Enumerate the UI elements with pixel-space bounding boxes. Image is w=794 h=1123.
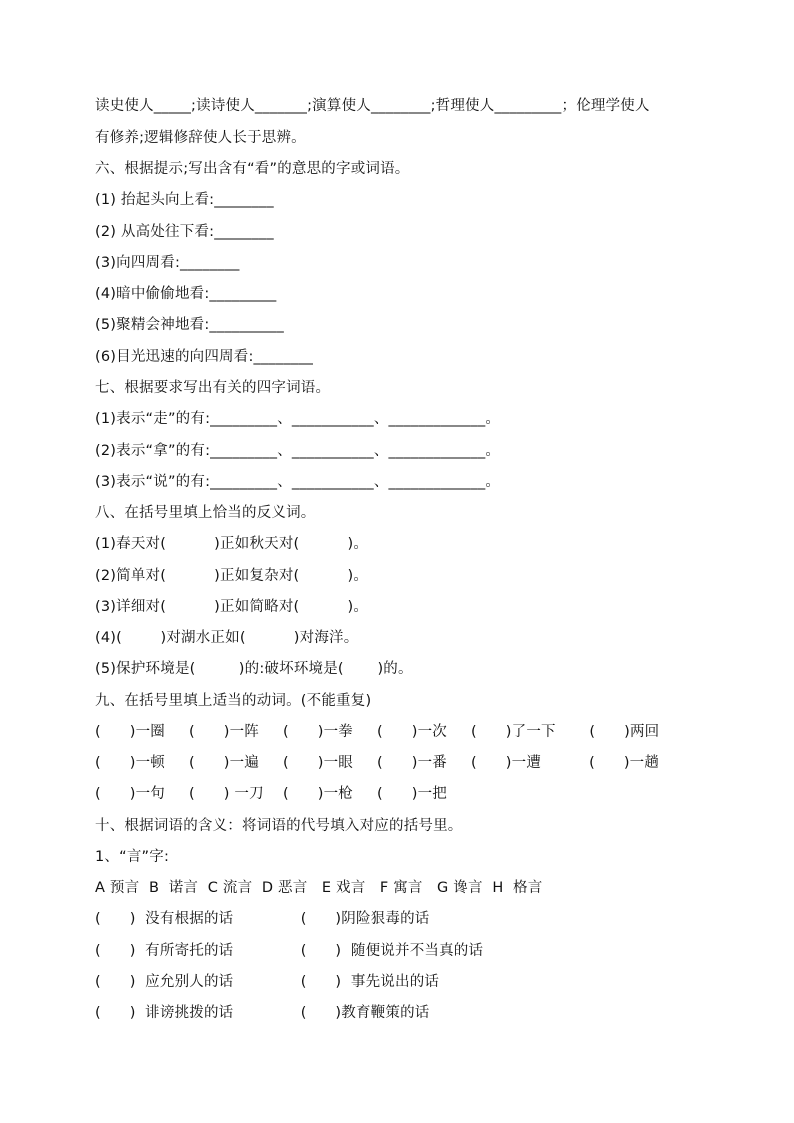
question-6-4: (4)暗中偷偷地看:_________ (95, 286, 277, 302)
question-8-4: (4)( )对湖水正如( )对海洋。 (95, 630, 359, 646)
question-8-3: (3)详细对( )正如简略对( )。 (95, 599, 369, 615)
section-heading-10: 十、根据词语的含义：将词语的代号填入对应的括号里。 (95, 818, 463, 834)
text-line-1: 读史使人_____;读诗使人_______;演算使人________;哲理使人_________；伦理学使人 (95, 98, 650, 114)
match-row-2: ( ) 有所寄托的话 ( ) 随便说并不当真的话 (95, 943, 484, 959)
section-heading-8: 八、在括号里填上恰当的反义词。 (95, 505, 316, 521)
section-heading-7: 七、根据要求写出有关的四字词语。 (95, 380, 331, 396)
section-heading-9: 九、在括号里填上适当的动词。(不能重复) (95, 693, 372, 709)
question-8-1: (1)春天对( )正如秋天对( )。 (95, 536, 369, 552)
question-9-row-3: ( )一句 ( ) 一刀 ( )一枪 ( )一把 (95, 786, 448, 802)
question-9-row-1: ( )一圈 ( )一阵 ( )一拳 ( )一次 ( )了一下 ( )两回 (95, 724, 660, 740)
question-8-2: (2)简单对( )正如复杂对( )。 (95, 568, 369, 584)
question-7-2: (2)表示“拿”的有:_________、___________、_____________。 (95, 443, 501, 459)
question-6-6: (6)目光迅速的向四周看:________ (95, 349, 314, 365)
word-options: A 预言 B 诺言 C 流言 D 恶言 E 戏言 F 寓言 G 谗言 H 格言 (95, 880, 543, 896)
question-7-1: (1)表示“走”的有:_________、___________、_____________。 (95, 411, 501, 427)
match-row-1: ( ) 没有根据的话 ( )阴险狠毒的话 (95, 911, 430, 927)
subsection-1-heading: 1、“言”字: (95, 849, 170, 865)
question-6-5: (5)聚精会神地看:__________ (95, 317, 284, 333)
match-row-4: ( ) 诽谤挑拨的话 ( )教育鞭策的话 (95, 1005, 430, 1021)
question-6-3: (3)向四周看:________ (95, 255, 240, 271)
question-7-3: (3)表示“说”的有:_________、___________、_____________。 (95, 474, 501, 490)
section-heading-6: 六、根据提示;写出含有“看”的意思的字或词语。 (95, 161, 410, 177)
match-row-3: ( ) 应允别人的话 ( ) 事先说出的话 (95, 974, 440, 990)
question-9-row-2: ( )一顿 ( )一遍 ( )一眼 ( )一番 ( )一遭 ( )一趟 (95, 755, 660, 771)
text-line-2: 有修养;逻辑修辞使人长于思辨。 (95, 130, 306, 146)
question-6-1: (1) 抬起头向上看:________ (95, 192, 274, 208)
question-8-5: (5)保护环境是( )的:破坏环境是( )的。 (95, 661, 413, 677)
question-6-2: (2) 从高处往下看:________ (95, 224, 274, 240)
